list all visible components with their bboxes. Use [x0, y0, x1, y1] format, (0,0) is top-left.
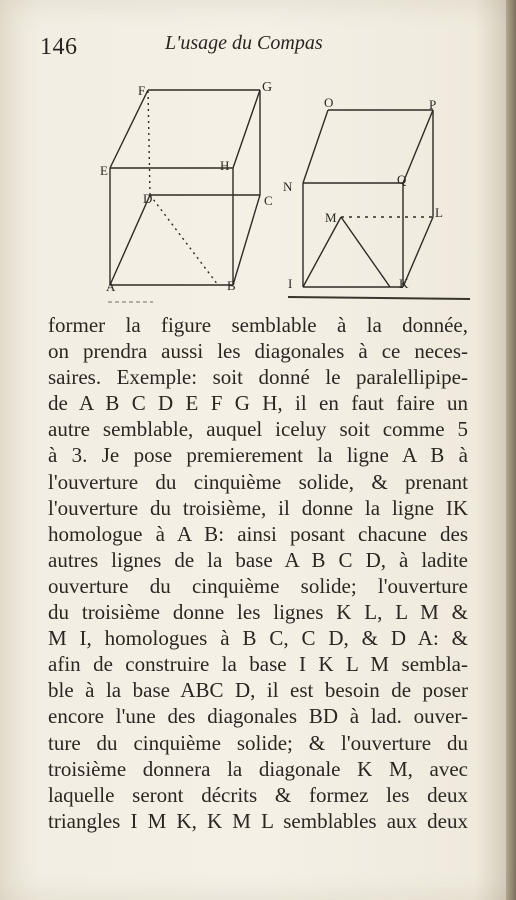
text-line: l'ouverture du cinquième solide, & prenant — [48, 469, 468, 494]
text-line: l'ouverture du troisième, il donne la ligne IK — [48, 495, 468, 520]
edge-qp — [403, 110, 433, 183]
edge-df — [148, 90, 150, 195]
edge-fe — [110, 90, 148, 168]
label-l: L — [435, 205, 443, 220]
book-spine — [506, 0, 516, 900]
parallelepiped-diagram — [98, 75, 478, 310]
text-line: ble à la base ABC D, il est besoin de poser — [48, 678, 468, 703]
text-line: M I, homologues à B C, C D, & D A: & — [48, 626, 468, 651]
text-line: on prendra aussi les diagonales à ce neces- — [48, 339, 468, 364]
edge-bc — [233, 195, 260, 285]
text-line: homologue à A B: ainsi posant chacune des — [48, 521, 468, 546]
right-parallelepiped — [303, 110, 433, 287]
running-title: L'usage du Compas — [165, 32, 323, 54]
text-line: afin de construire la base I K L M sembla- — [48, 652, 468, 677]
label-o: O — [324, 95, 334, 110]
text-line: à 3. Je pose premierement la ligne A B à — [48, 443, 468, 468]
label-i: I — [288, 276, 293, 291]
label-c: C — [264, 193, 273, 208]
body-text — [48, 312, 468, 834]
text-line: autre semblable, auquel iceluy soit comme 5 — [48, 417, 468, 442]
text-line: du troisième donne les lignes K L, L M & — [48, 600, 468, 625]
label-m: M — [325, 210, 337, 225]
edge-ad — [110, 195, 150, 285]
text-line: ouverture du cinquième solide; l'ouverture — [48, 573, 468, 598]
text-line: laquelle seront décrits & formez les deux — [48, 782, 468, 807]
edge-im — [303, 217, 341, 287]
diagonal-db — [150, 195, 218, 285]
geometric-figure — [98, 75, 478, 310]
diagonal-mk — [341, 217, 390, 287]
left-parallelepiped — [110, 90, 260, 285]
label-f: F — [138, 83, 146, 98]
label-q: Q — [397, 172, 407, 187]
edge-hg — [233, 90, 260, 168]
text-line: ture du cinquième solide; & l'ouverture du — [48, 730, 468, 755]
right-baseline — [288, 297, 470, 299]
label-d: D — [143, 191, 153, 206]
label-k: K — [399, 276, 409, 291]
page-header — [40, 30, 460, 66]
label-a: A — [106, 279, 116, 294]
edge-on — [303, 110, 328, 183]
text-line: de A B C D E F G H, il en faut faire un — [48, 391, 468, 416]
page-number: 146 — [40, 34, 78, 60]
label-b: B — [227, 278, 236, 293]
label-e: E — [100, 163, 108, 178]
text-line: autres lignes de la base A B C D, à ladite — [48, 547, 468, 572]
label-n: N — [283, 179, 293, 194]
text-line: troisième donnera la diagonale K M, avec — [48, 756, 468, 781]
label-h: H — [220, 158, 230, 173]
text-line: encore l'une des diagonales BD à lad. ouver- — [48, 704, 468, 729]
label-p: P — [429, 97, 437, 112]
label-g: G — [262, 80, 273, 95]
text-line: saires. Exemple: soit donné le paralellipipe- — [48, 365, 468, 390]
text-line: former la figure semblable à la donnée, — [48, 313, 468, 337]
text-line: triangles I M K, K M L semblables aux deux — [48, 808, 468, 833]
